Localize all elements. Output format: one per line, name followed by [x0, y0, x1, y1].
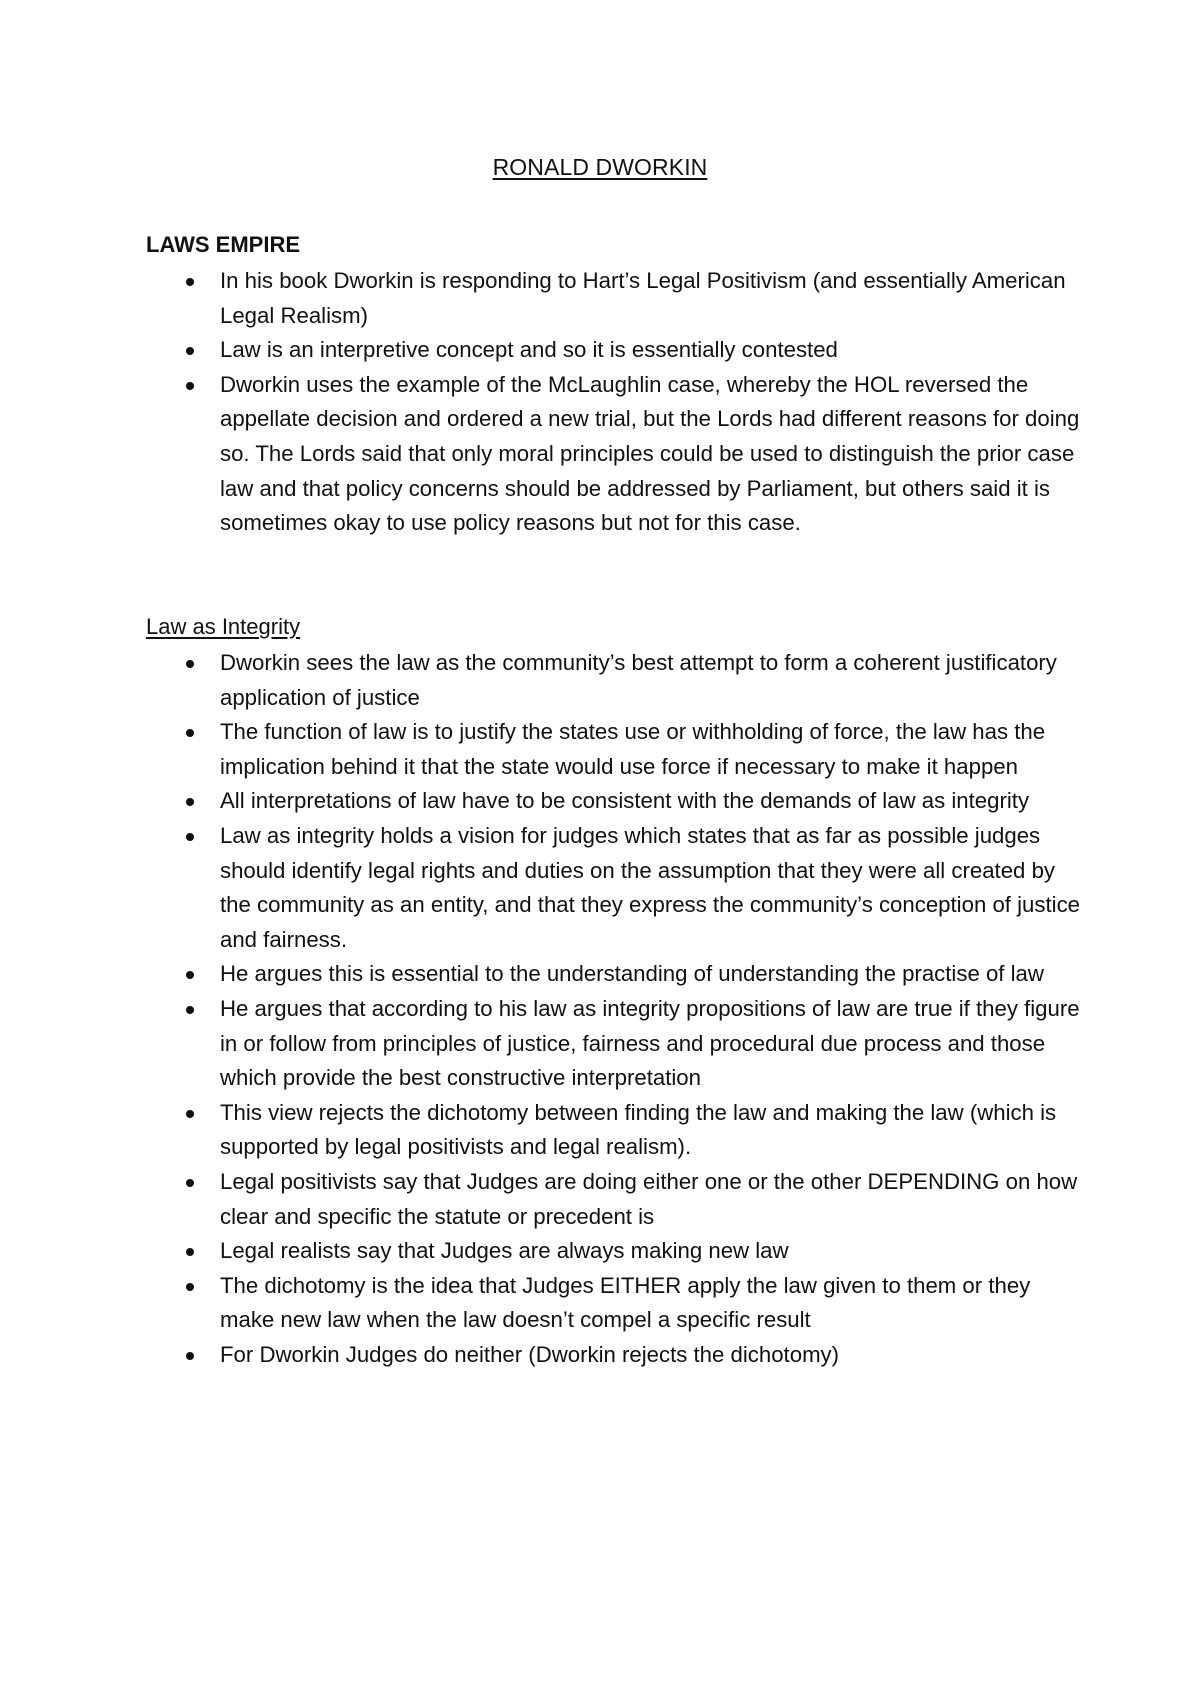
list-item-text: He argues that according to his law as integrity propositions of law are true if they figure in or follow from principles of justice, fairness and procedural due process and those which provide the best constructive interpretation — [220, 995, 1080, 1091]
list-item-text: For Dworkin Judges do neither (Dworkin rejects the dichotomy) — [220, 1341, 840, 1367]
list-item-text: In his book Dworkin is responding to Hart’s Legal Positivism (and essentially American Legal Realism) — [220, 268, 1066, 328]
list-item — [146, 819, 1086, 957]
bullet-icon — [186, 729, 194, 737]
section-heading: LAWS EMPIRE — [146, 232, 301, 257]
list-item-text: The dichotomy is the idea that Judges EITHER apply the law given to them or they make new law when the law doesn’t compel a specific result — [220, 1272, 1031, 1333]
bullet-icon — [186, 660, 194, 668]
bullet-icon — [186, 1179, 194, 1187]
bullet-icon — [186, 971, 194, 979]
bullet-icon — [186, 1110, 194, 1118]
list-item-text: This view rejects the dichotomy between finding the law and making the law (which is supported by legal positivists and legal realism). — [220, 1099, 1057, 1160]
bullet-icon — [186, 1352, 194, 1360]
list-item — [146, 957, 1086, 992]
list-item — [146, 368, 1086, 541]
bullet-list — [146, 264, 1086, 541]
list-item — [146, 1338, 1086, 1373]
bullet-icon — [186, 1006, 194, 1014]
list-item — [146, 333, 1086, 368]
list-item — [146, 715, 1086, 784]
list-item-text: The function of law is to justify the states use or withholding of force, the law has the implication behind it that the state would use force if necessary to make it happen — [220, 719, 1046, 779]
list-item-text: Law is an interpretive concept and so it is essentially contested — [220, 337, 838, 363]
list-item-text: Legal realists say that Judges are always making new law — [220, 1238, 789, 1264]
bullet-icon — [186, 1248, 194, 1256]
section-heading: Law as Integrity — [146, 614, 301, 639]
page-title: RONALD DWORKIN — [492, 154, 708, 180]
list-item — [146, 264, 1086, 333]
list-item — [146, 784, 1086, 819]
section-laws-empire — [146, 230, 1086, 541]
bullet-list — [146, 646, 1086, 1372]
list-item-text: He argues this is essential to the understanding of understanding the practise of law — [220, 961, 1044, 987]
bullet-icon — [186, 278, 194, 286]
list-item — [146, 646, 1086, 715]
list-item-text: Dworkin sees the law as the community’s best attempt to form a coherent justificatory application of justice — [220, 650, 1057, 710]
list-item — [146, 1165, 1086, 1234]
list-item-text: Dworkin uses the example of the McLaughlin case, whereby the HOL reversed the appellate decision and ordered a new trial, but the Lords had different reasons for doing so. The Lords said that only moral principles could be used to distinguish the prior case law and that policy concerns should be addressed by Parliament, but others said it is sometimes okay to use policy reasons but not for this case. — [220, 371, 1080, 536]
bullet-icon — [186, 833, 194, 841]
list-item — [146, 1269, 1086, 1338]
list-item — [146, 1096, 1086, 1165]
list-item — [146, 992, 1086, 1096]
bullet-icon — [186, 798, 194, 806]
bullet-icon — [186, 382, 194, 390]
list-item-text: Law as integrity holds a vision for judges which states that as far as possible judges should identify legal rights and duties on the assumption that they were all created by the community as an entity, and that they express the community’s conception of justice and fairness. — [220, 822, 1081, 952]
section-law-as-integrity — [146, 612, 1086, 1372]
list-item-text: Legal positivists say that Judges are doing either one or the other DEPENDING on how clear and specific the statute or precedent is — [220, 1168, 1078, 1229]
bullet-icon — [186, 1283, 194, 1291]
list-item-text: All interpretations of law have to be consistent with the demands of law as integrity — [220, 788, 1030, 814]
list-item — [146, 1234, 1086, 1269]
bullet-icon — [186, 347, 194, 355]
